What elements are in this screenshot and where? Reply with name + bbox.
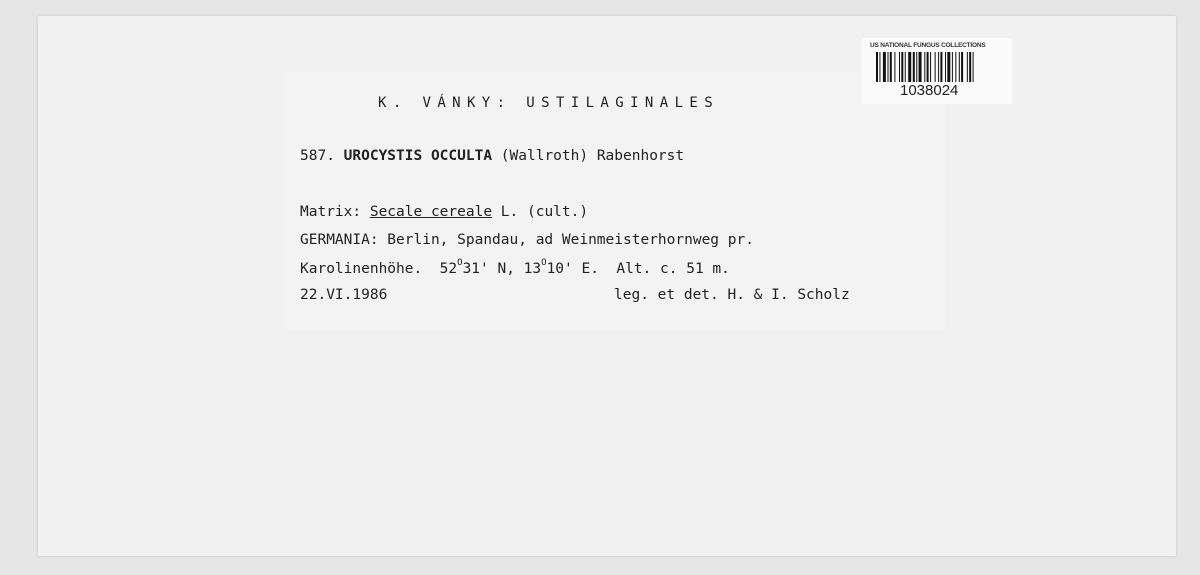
degree-mark: O	[541, 258, 547, 268]
locality-line-1: GERMANIA: Berlin, Spandau, ad Weinmeisterhornweg pr.	[300, 232, 754, 248]
species-line	[300, 148, 684, 164]
host-suffix: L. (cult.)	[500, 204, 589, 220]
matrix-line	[300, 204, 588, 220]
barcode-icon	[876, 52, 1002, 82]
longitude-altitude: 10' E. Alt. c. 51 m.	[546, 260, 730, 277]
locality-prefix: Karolinenhöhe. 52	[300, 260, 458, 277]
latitude-minutes: 31' N, 13	[462, 260, 542, 277]
matrix-label: Matrix:	[300, 204, 362, 220]
barcode-institution: US NATIONAL FUNGUS COLLECTIONS	[870, 42, 986, 49]
collector: leg. et det. H. & I. Scholz	[614, 287, 850, 303]
locality-line-2	[300, 260, 730, 277]
barcode-label	[862, 38, 1012, 104]
collection-date: 22.VI.1986	[300, 287, 388, 303]
label-header: K. VÁNKY: USTILAGINALES	[378, 95, 720, 111]
species-authority: (Wallroth) Rabenhorst	[500, 148, 685, 164]
species-name: UROCYSTIS OCCULTA	[343, 148, 493, 164]
barcode-number: 1038024	[900, 82, 959, 99]
degree-mark: O	[457, 258, 463, 268]
specimen-number: 587.	[300, 148, 335, 164]
host-name: Secale cereale	[369, 204, 493, 220]
